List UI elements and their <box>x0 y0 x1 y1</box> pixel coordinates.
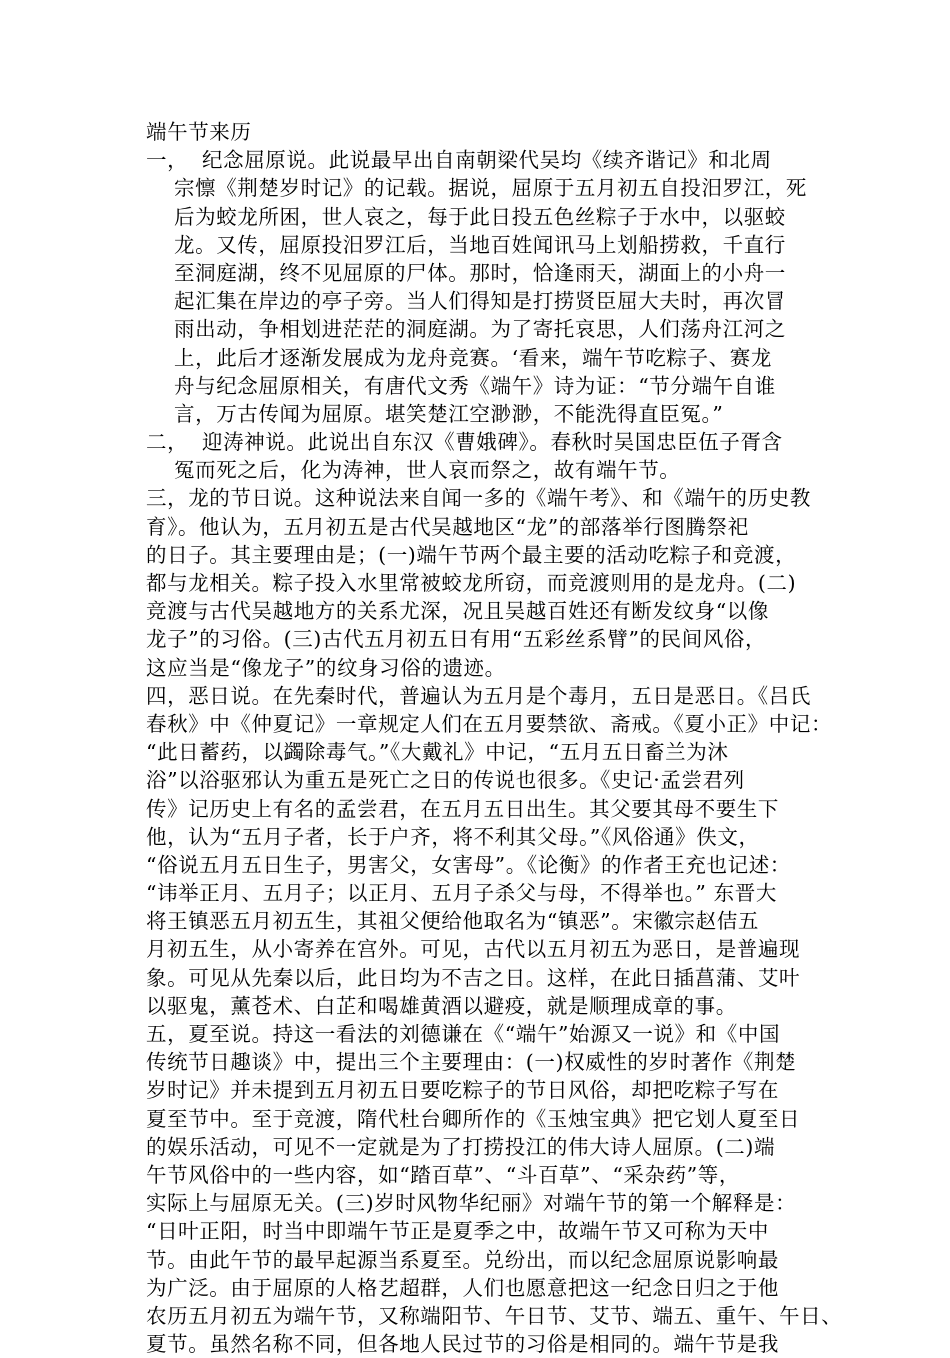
paragraph-four <box>146 682 833 1020</box>
text-line: 三，龙的节日说。这种说法来自闻一多的《端午考》、和《端午的历史教 <box>146 486 811 511</box>
section-two <box>146 428 822 484</box>
paragraph-five <box>146 1020 843 1358</box>
text-line: 宗懔《荆楚岁时记》的记载。据说，屈原于五月初五自投汨罗江，死 <box>174 176 807 201</box>
text-line: “此日蓄药，以蠲除毒气。”《大戴礼》中记，“五月五日畜兰为沐 <box>146 740 729 765</box>
text-line: 岁时记》并未提到五月初五日要吃粽子的节日风俗，却把吃粽子写在 <box>146 1078 779 1103</box>
document-title: 端午节来历 <box>146 120 252 144</box>
text-line: 至洞庭湖，终不见屈原的尸体。那时，恰逢雨天，湖面上的小舟一 <box>174 260 786 285</box>
text-line: 纪念屈原说。此说最早出自南朝梁代吴均《续齐谐记》和北周 <box>202 148 772 173</box>
paragraph-three <box>146 484 822 681</box>
text-line: 传统节日趣谈》中，提出三个主要理由：(一)权威性的岁时著作《荆楚 <box>146 1050 797 1075</box>
text-line: 象。可见从先秦以后，此日均为不吉之日。这样，在此日插菖蒲、艾叶 <box>146 965 801 990</box>
text-line: 都与龙相关。粽子投入水里常被蛟龙所窃，而竞渡则用的是龙舟。(二) <box>146 571 797 595</box>
text-line: 节。由此午节的最早起源当系夏至。兑纷出，而以纪念屈原说影响最 <box>146 1247 779 1272</box>
text-line: 将王镇恶五月初五生，其祖父便给他取名为“镇恶”。宋徽宗赵佶五 <box>146 909 759 934</box>
text-line: 这应当是“像龙子”的纹身习俗的遗迹。 <box>146 655 506 680</box>
document-page <box>146 118 843 1358</box>
text-line: “日叶正阳，时当中即端午节正是夏季之中，故端午节又可称为天中 <box>146 1219 769 1244</box>
text-line: 起汇集在岸边的亭子旁。当人们得知是打捞贤臣屈大夫时，再次冒 <box>174 289 786 314</box>
text-line: 四，恶日说。在先秦时代，普遍认为五月是个毒月，五日是恶日。《吕氏 <box>146 683 811 708</box>
section-one <box>146 146 822 428</box>
text-line: 雨出动，争相划进茫茫的洞庭湖。为了寄托哀思，人们荡舟江河之 <box>174 317 786 342</box>
text-line: 春秋》中《仲夏记》一章规定人们在五月要禁欲、斋戒。《夏小正》中记： <box>146 711 833 736</box>
text-line: 他，认为“五月子者，长于户齐，将不利其父母。”《风俗通》佚文， <box>146 824 760 849</box>
text-line: 的娱乐活动，可见不一定就是为了打捞投江的伟大诗人屈原。(二)端 <box>146 1134 776 1159</box>
text-line: 迎涛神说。此说出自东汉《曹娥碑》。春秋时吴国忠臣伍子胥含 <box>202 430 783 455</box>
section-marker: 二， <box>146 430 189 455</box>
text-line: 以驱鬼，薰苍术、白芷和喝雄黄酒以避疫，就是顺理成章的事。 <box>146 993 737 1018</box>
text-line: 农历五月初五为端午节，又称端阳节、午日节、艾节、端五、重午、午日、 <box>146 1303 843 1328</box>
text-line: 为广泛。由于屈原的人格艺超群，人们也愿意把这一纪念日归之于他 <box>146 1275 779 1300</box>
text-line: 月初五生，从小寄养在宫外。可见，古代以五月初五为恶日，是普遍现 <box>146 937 801 962</box>
text-line: 的日子。其主要理由是；(一)端午节两个最主要的活动吃粽子和竞渡， <box>146 542 797 567</box>
text-line: 龙子”的习俗。(三)古代五月初五日有用“五彩丝系臂”的民间风俗， <box>146 627 767 652</box>
text-line: “讳举正月、五月子；以正月、五月子杀父与母，不得举也。” 东晋大 <box>146 881 777 906</box>
text-line: 冤而死之后，化为涛神，世人哀而祭之，故有端午节。 <box>174 458 681 483</box>
section-marker: 一， <box>146 148 189 173</box>
text-line: 夏至节中。至于竞渡，隋代杜台卿所作的《玉烛宝典》把它划人夏至日 <box>146 1106 801 1131</box>
text-line: 上，此后才逐渐发展成为龙舟竞赛。‘看来，端午节吃粽子、赛龙 <box>174 345 772 370</box>
text-line: 浴”以浴驱邪认为重五是死亡之日的传说也很多。《史记·孟尝君列 <box>146 768 745 793</box>
text-line: 实际上与屈原无关。(三)岁时风物华纪丽》对端午节的第一个解释是： <box>146 1191 797 1216</box>
text-line: 五，夏至说。持这一看法的刘德谦在《“端午”始源又一说》和《中国 <box>146 1022 781 1046</box>
text-line: 舟与纪念屈原相关，有唐代文秀《端午》诗为证：“节分端午自谁 <box>174 373 776 398</box>
text-line: 夏节。虽然名称不同，但各地人民过节的习俗是相同的。端午节是我 <box>146 1332 779 1357</box>
text-line: 竞渡与古代吴越地方的关系尤深，况且吴越百姓还有断发纹身“以像 <box>146 599 769 624</box>
text-line: 育》。他认为，五月初五是古代吴越地区“龙”的部落举行图腾祭祀 <box>146 514 749 539</box>
text-line: 龙。又传，屈原投汨罗江后，当地百姓闻讯马上划船捞救，千直行 <box>174 232 786 257</box>
text-line: 言，万古传闻为屈原。堪笑楚江空渺渺，不能洗得直臣冤。” <box>174 401 724 426</box>
text-line: “俗说五月五日生子，男害父，女害母”。《论衡》的作者王充也记述： <box>146 852 791 877</box>
section-first-line <box>146 146 822 174</box>
text-line: 午节风俗中的一些内容，如“踏百草”、“斗百草”、“采杂药”等， <box>146 1162 740 1187</box>
text-line: 后为蛟龙所困，世人哀之，每于此日投五色丝粽子于水中，以驱蛟 <box>174 204 786 229</box>
text-line: 传》记历史上有名的孟尝君，在五月五日出生。其父要其母不要生下 <box>146 796 779 821</box>
section-first-line <box>146 428 822 456</box>
